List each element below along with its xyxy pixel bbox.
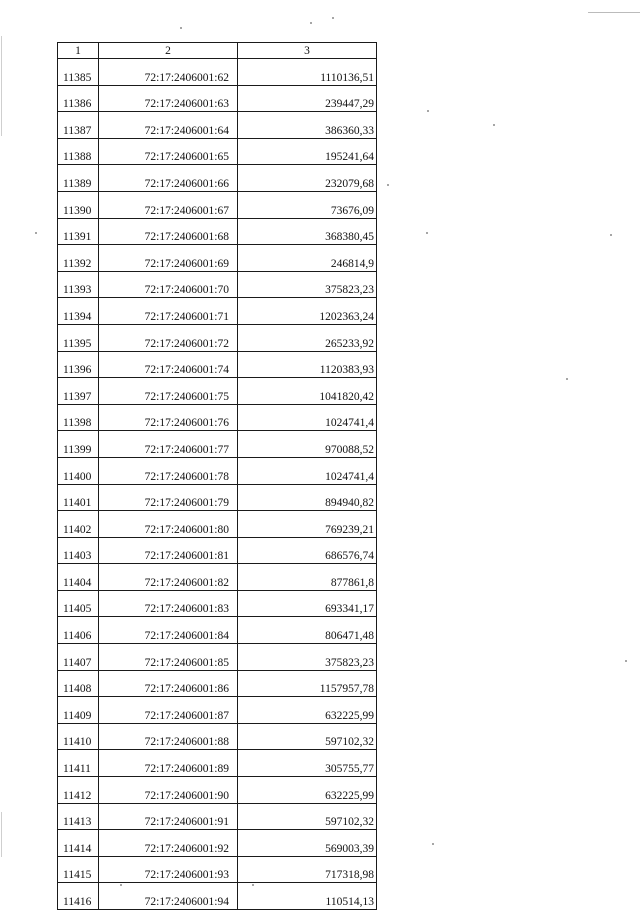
table-row (58, 590, 377, 617)
scan-artifact-line (588, 12, 640, 13)
table-header (58, 43, 377, 59)
row-number-cell: 11391 (58, 218, 99, 245)
row-number-cell: 11398 (58, 404, 99, 431)
scan-speck (566, 378, 568, 380)
value-cell: 368380,45 (238, 218, 377, 245)
value-cell: 1202363,24 (238, 298, 377, 325)
value-cell: 375823,23 (238, 644, 377, 671)
table-row (58, 165, 377, 192)
cadastral-number-cell: 72:17:2406001:93 (99, 856, 238, 883)
cadastral-number-cell: 72:17:2406001:67 (99, 191, 238, 218)
cadastral-number-cell: 72:17:2406001:65 (99, 138, 238, 165)
scan-speck (180, 27, 182, 29)
table-row (58, 511, 377, 538)
cadastral-number-cell: 72:17:2406001:63 (99, 85, 238, 112)
value-cell: 632225,99 (238, 697, 377, 724)
table-row (58, 245, 377, 272)
value-cell: 265233,92 (238, 324, 377, 351)
table-row (58, 723, 377, 750)
cadastral-number-cell: 72:17:2406001:80 (99, 511, 238, 538)
row-number-cell: 11386 (58, 85, 99, 112)
cadastral-number-cell: 72:17:2406001:83 (99, 590, 238, 617)
row-number-cell: 11389 (58, 165, 99, 192)
row-number-cell: 11414 (58, 830, 99, 857)
table-row (58, 856, 377, 883)
row-number-cell: 11394 (58, 298, 99, 325)
row-number-cell: 11396 (58, 351, 99, 378)
cadastral-number-cell: 72:17:2406001:94 (99, 883, 238, 910)
row-number-cell: 11404 (58, 564, 99, 591)
row-number-cell: 11390 (58, 191, 99, 218)
value-cell: 632225,99 (238, 777, 377, 804)
table-row (58, 59, 377, 86)
table-body (58, 59, 377, 910)
scan-speck (610, 234, 612, 236)
scan-speck (493, 124, 495, 126)
value-cell: 693341,17 (238, 590, 377, 617)
cadastral-number-cell: 72:17:2406001:91 (99, 803, 238, 830)
scan-left-edge (1, 36, 2, 136)
table-row (58, 457, 377, 484)
scan-speck (426, 232, 428, 234)
value-cell: 386360,33 (238, 112, 377, 139)
cadastral-number-cell: 72:17:2406001:68 (99, 218, 238, 245)
value-cell: 195241,64 (238, 138, 377, 165)
table-row (58, 670, 377, 697)
cadastral-number-cell: 72:17:2406001:86 (99, 670, 238, 697)
row-number-cell: 11388 (58, 138, 99, 165)
row-number-cell: 11403 (58, 537, 99, 564)
header-row (58, 43, 377, 59)
table-row (58, 298, 377, 325)
value-cell: 894940,82 (238, 484, 377, 511)
header-cell-col3: 3 (238, 43, 377, 59)
scan-speck (310, 22, 312, 24)
cadastral-number-cell: 72:17:2406001:71 (99, 298, 238, 325)
row-number-cell: 11408 (58, 670, 99, 697)
scan-speck (432, 843, 434, 845)
row-number-cell: 11395 (58, 324, 99, 351)
value-cell: 1041820,42 (238, 378, 377, 405)
row-number-cell: 11416 (58, 883, 99, 910)
row-number-cell: 11409 (58, 697, 99, 724)
value-cell: 877861,8 (238, 564, 377, 591)
cadastral-number-cell: 72:17:2406001:89 (99, 750, 238, 777)
value-cell: 305755,77 (238, 750, 377, 777)
row-number-cell: 11387 (58, 112, 99, 139)
table-row (58, 378, 377, 405)
table-row (58, 777, 377, 804)
scan-speck (427, 110, 429, 112)
row-number-cell: 11405 (58, 590, 99, 617)
value-cell: 1024741,4 (238, 457, 377, 484)
cadastral-number-cell: 72:17:2406001:77 (99, 431, 238, 458)
cadastral-number-cell: 72:17:2406001:92 (99, 830, 238, 857)
cadastral-number-cell: 72:17:2406001:72 (99, 324, 238, 351)
row-number-cell: 11412 (58, 777, 99, 804)
header-cell-col2: 2 (99, 43, 238, 59)
scan-speck (332, 17, 334, 19)
value-cell: 246814,9 (238, 245, 377, 272)
row-number-cell: 11392 (58, 245, 99, 272)
header-cell-col1: 1 (58, 43, 99, 59)
table-row (58, 484, 377, 511)
table-row (58, 85, 377, 112)
table-row (58, 351, 377, 378)
cadastral-number-cell: 72:17:2406001:79 (99, 484, 238, 511)
cadastral-number-cell: 72:17:2406001:90 (99, 777, 238, 804)
table-row (58, 404, 377, 431)
scan-speck (625, 660, 627, 662)
table-row (58, 138, 377, 165)
table-row (58, 537, 377, 564)
value-cell: 1120383,93 (238, 351, 377, 378)
value-cell: 569003,39 (238, 830, 377, 857)
row-number-cell: 11397 (58, 378, 99, 405)
table-row (58, 883, 377, 910)
row-number-cell: 11400 (58, 457, 99, 484)
row-number-cell: 11411 (58, 750, 99, 777)
table-row (58, 431, 377, 458)
value-cell: 239447,29 (238, 85, 377, 112)
value-cell: 597102,32 (238, 803, 377, 830)
value-cell: 1157957,78 (238, 670, 377, 697)
cadastral-number-cell: 72:17:2406001:78 (99, 457, 238, 484)
cadastral-number-cell: 72:17:2406001:66 (99, 165, 238, 192)
value-cell: 1110136,51 (238, 59, 377, 86)
table-row (58, 218, 377, 245)
row-number-cell: 11401 (58, 484, 99, 511)
table-row (58, 324, 377, 351)
row-number-cell: 11415 (58, 856, 99, 883)
table-row (58, 644, 377, 671)
value-cell: 717318,98 (238, 856, 377, 883)
cadastral-number-cell: 72:17:2406001:88 (99, 723, 238, 750)
table-row (58, 803, 377, 830)
cadastral-number-cell: 72:17:2406001:62 (99, 59, 238, 86)
table-row (58, 564, 377, 591)
value-cell: 686576,74 (238, 537, 377, 564)
row-number-cell: 11406 (58, 617, 99, 644)
row-number-cell: 11385 (58, 59, 99, 86)
cadastral-number-cell: 72:17:2406001:69 (99, 245, 238, 272)
value-cell: 597102,32 (238, 723, 377, 750)
row-number-cell: 11407 (58, 644, 99, 671)
value-cell: 375823,23 (238, 271, 377, 298)
value-cell: 1024741,4 (238, 404, 377, 431)
scan-left-edge (1, 812, 2, 857)
cadastral-number-cell: 72:17:2406001:70 (99, 271, 238, 298)
cadastral-number-cell: 72:17:2406001:76 (99, 404, 238, 431)
cadastral-number-cell: 72:17:2406001:87 (99, 697, 238, 724)
cadastral-number-cell: 72:17:2406001:84 (99, 617, 238, 644)
cadastral-number-cell: 72:17:2406001:82 (99, 564, 238, 591)
row-number-cell: 11410 (58, 723, 99, 750)
row-number-cell: 11393 (58, 271, 99, 298)
row-number-cell: 11413 (58, 803, 99, 830)
value-cell: 232079,68 (238, 165, 377, 192)
table-row (58, 830, 377, 857)
table-row (58, 617, 377, 644)
value-cell: 970088,52 (238, 431, 377, 458)
table-row (58, 112, 377, 139)
cadastral-number-cell: 72:17:2406001:81 (99, 537, 238, 564)
value-cell: 110514,13 (238, 883, 377, 910)
scan-speck (387, 184, 389, 186)
cadastral-number-cell: 72:17:2406001:64 (99, 112, 238, 139)
value-cell: 73676,09 (238, 191, 377, 218)
table-row (58, 697, 377, 724)
value-cell: 806471,48 (238, 617, 377, 644)
cadastral-number-cell: 72:17:2406001:75 (99, 378, 238, 405)
row-number-cell: 11399 (58, 431, 99, 458)
value-cell: 769239,21 (238, 511, 377, 538)
scan-speck (35, 232, 37, 234)
row-number-cell: 11402 (58, 511, 99, 538)
data-table (57, 42, 377, 910)
cadastral-number-cell: 72:17:2406001:74 (99, 351, 238, 378)
table-row (58, 191, 377, 218)
table-row (58, 750, 377, 777)
cadastral-number-cell: 72:17:2406001:85 (99, 644, 238, 671)
table-row (58, 271, 377, 298)
